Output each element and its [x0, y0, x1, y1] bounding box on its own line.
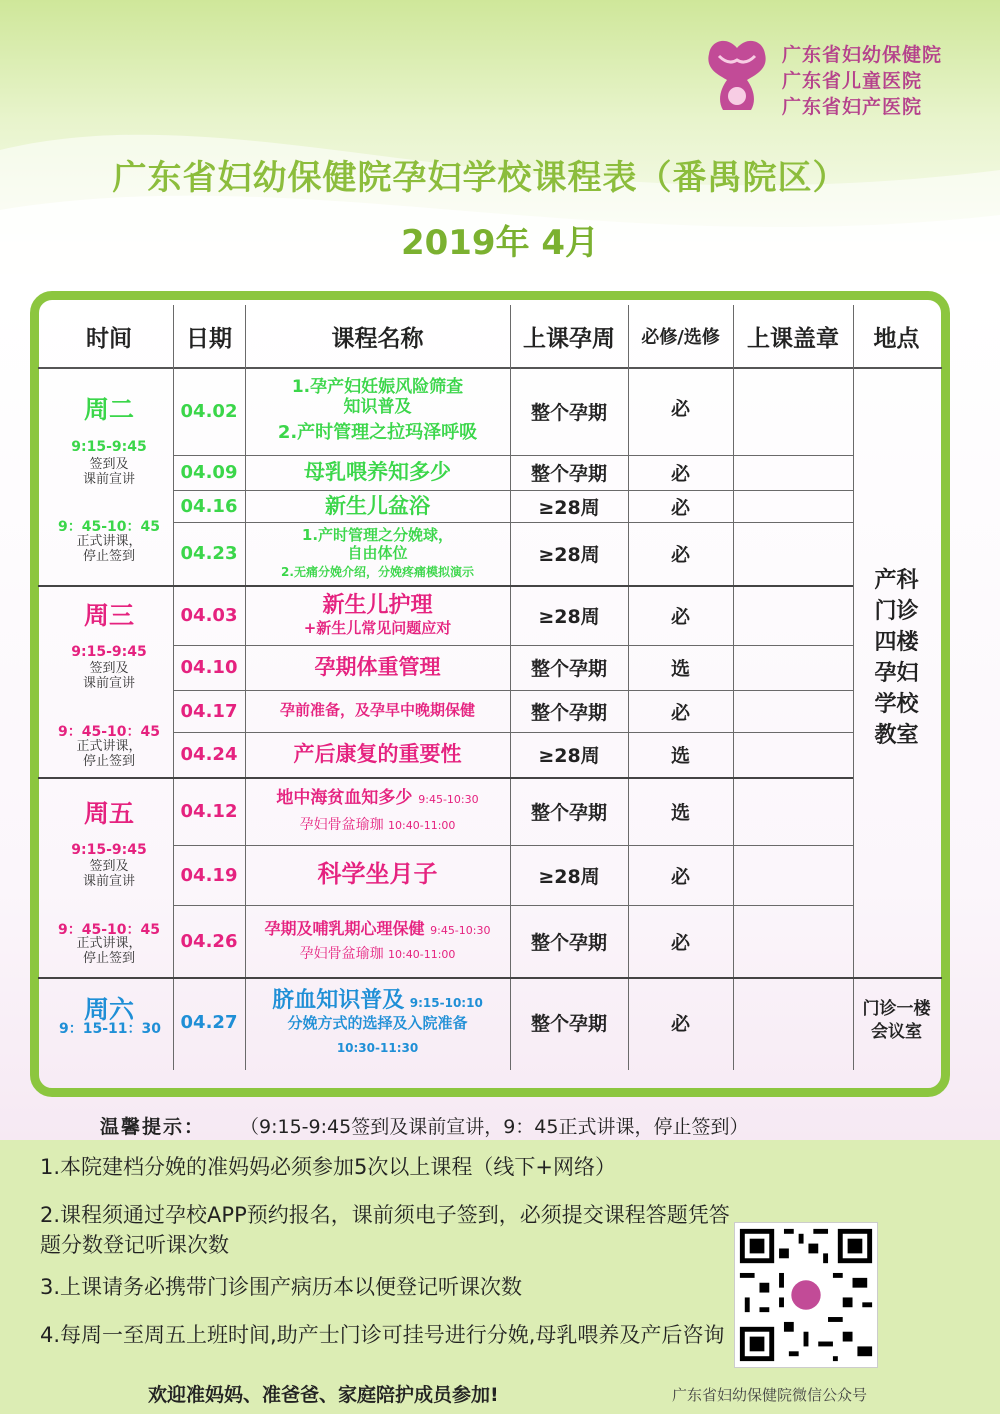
schedule-month: 2019年 4月: [400, 223, 600, 263]
course-date: 04.09: [180, 462, 238, 483]
gestation-period: 整个孕期: [530, 931, 607, 954]
rule-2: 2.课程须通过孕校APP预约报名，课前须电子签到，必须提交课程答题凭答题分数登记听课次数: [40, 1203, 730, 1257]
course-date: 04.19: [180, 864, 238, 886]
header-location: 地点: [873, 325, 920, 352]
rule-1: 1.本院建档分娩的准妈妈必须参加5次以上课程（线下+网络）: [40, 1155, 616, 1179]
course-date: 04.23: [180, 543, 238, 564]
header-date: 日期: [186, 325, 232, 352]
requirement: 必: [670, 1012, 690, 1035]
session-time-1: 9：15-11：30: [59, 1021, 161, 1037]
page-title: 广东省妇幼保健院孕妇学校课程表（番禺院区）: [112, 158, 848, 198]
location-saturday: 门诊一楼 会议室: [862, 999, 931, 1042]
session-note: 正式讲课， 停止签到: [76, 534, 142, 564]
course-date: 04.16: [180, 495, 238, 517]
requirement: 必: [670, 496, 690, 519]
requirement: 必: [670, 931, 690, 954]
course-time: 10:40-11:00: [388, 948, 456, 962]
header-required: 必修/选修: [641, 327, 720, 348]
requirement: 必: [670, 701, 690, 724]
course-name: 脐血知识普及 9:15-10:10 分娩方式的选择及入院准备 10:30-11:30: [272, 987, 483, 1056]
session-time-1: 9:15-9:45: [71, 842, 147, 858]
header-stamp: 上课盖章: [747, 325, 839, 352]
course-name: 地中海贫血知多少 9:45-10:30 孕妇骨盆瑜珈 10:40-11:00: [276, 788, 479, 833]
weekday-tue: 周二: [83, 395, 134, 424]
header-course: 课程名称: [331, 325, 424, 352]
gestation-period: 整个孕期: [530, 401, 607, 424]
weekday-wed: 周三: [83, 601, 134, 630]
course-name: 孕期及哺乳期心理保健 9:45-10:30 孕妇骨盆瑜珈 10:40-11:00: [264, 918, 491, 963]
session-note: 正式讲课， 停止签到: [76, 739, 142, 769]
requirement: 必: [670, 605, 690, 628]
course-name: 母乳喂养知多少: [304, 460, 451, 485]
course-date: 04.24: [180, 744, 238, 765]
course-name: 新生儿护理 +新生儿常见问题应对: [303, 592, 452, 638]
gestation-period: 整个孕期: [530, 801, 607, 824]
course-name: 孕前准备，及孕早中晚期保健: [279, 701, 475, 720]
requirement: 必: [670, 463, 690, 485]
weekday-sat: 周六: [83, 995, 134, 1024]
course-name: 1.产时管理之分娩球， 自由体位 2.无痛分娩介绍，分娩疼痛模拟演示: [281, 526, 474, 579]
session-note: 签到及 课前宣讲: [82, 457, 135, 487]
session-time-2: 9：45-10：45: [58, 519, 160, 535]
tip-label: 温馨提示：: [100, 1116, 206, 1138]
session-time-1: 9:15-9:45: [71, 644, 147, 660]
course-date: 04.10: [180, 657, 238, 678]
rule-4: 4.每周一至周五上班时间,助产士门诊可挂号进行分娩,母乳喂养及产后咨询: [40, 1323, 725, 1347]
rule-3: 3.上课请务必携带门诊围产病历本以便登记听课次数: [40, 1275, 523, 1299]
requirement: 必: [670, 397, 690, 420]
gestation-period: 整个孕期: [530, 463, 607, 485]
welcome-text: 欢迎准妈妈、准爸爸、家庭陪护成员参加!: [148, 1384, 499, 1406]
course-time: 9:45-10:30: [418, 793, 479, 807]
grid-line: [733, 305, 734, 1070]
gestation-period: ≥28周: [538, 605, 600, 628]
course-time: 10:40-11:00: [388, 818, 456, 832]
course-date: 04.12: [180, 800, 238, 822]
requirement: 选: [670, 801, 690, 824]
course-name: 产后康复的重要性: [293, 742, 462, 767]
tip-text: （9:15-9:45签到及课前宣讲，9：45正式讲课，停止签到）: [240, 1116, 749, 1138]
gestation-period: 整个孕期: [530, 701, 607, 724]
course-name: 1.孕产妇妊娠风险筛查 知识普及 2.产时管理之拉玛泽呼吸: [277, 377, 478, 444]
course-date: 04.17: [180, 700, 238, 722]
gestation-period: 整个孕期: [530, 658, 607, 680]
session-note: 签到及 课前宣讲: [82, 661, 135, 691]
session-time-1: 9:15-9:45: [71, 439, 147, 455]
gestation-period: 整个孕期: [530, 1012, 607, 1035]
course-date: 04.27: [180, 1011, 238, 1033]
header-gestation: 上课孕周: [523, 325, 615, 352]
qr-code-icon: [734, 1222, 878, 1368]
hospital-name-3: 广东省妇产医院: [782, 96, 923, 118]
course-time: 9:15-10:10: [409, 995, 483, 1010]
gestation-period: ≥28周: [538, 496, 600, 519]
course-name: 孕期体重管理: [314, 655, 441, 680]
requirement: 选: [670, 745, 690, 767]
requirement: 必: [670, 544, 690, 566]
course-time: 9:45-10:30: [430, 923, 491, 937]
weekday-fri: 周五: [83, 799, 134, 828]
gestation-period: ≥28周: [538, 865, 600, 888]
course-name: 新生儿盆浴: [325, 493, 430, 518]
location-main: 产科 门诊 四楼 孕妇 学校 教室: [874, 568, 919, 748]
gestation-period: ≥28周: [538, 745, 600, 767]
hospital-logo-icon: [697, 36, 777, 116]
header-time: 时间: [86, 325, 132, 352]
course-name: 科学坐月子: [317, 860, 438, 889]
session-note: 签到及 课前宣讲: [82, 859, 135, 889]
course-date: 04.02: [180, 400, 238, 422]
requirement: 选: [670, 658, 690, 680]
course-date: 04.26: [180, 930, 238, 952]
session-time-2: 9：45-10：45: [58, 724, 160, 740]
hospital-name-2: 广东省儿童医院: [782, 70, 923, 92]
requirement: 必: [670, 865, 690, 888]
session-time-2: 9：45-10：45: [58, 922, 160, 938]
course-date: 04.03: [180, 604, 238, 626]
qr-caption: 广东省妇幼保健院微信公众号: [672, 1386, 868, 1404]
hospital-name-1: 广东省妇幼保健院: [782, 44, 943, 66]
gestation-period: ≥28周: [538, 544, 600, 566]
session-note: 正式讲课， 停止签到: [76, 936, 142, 966]
course-time: 10:30-11:30: [336, 1041, 419, 1056]
